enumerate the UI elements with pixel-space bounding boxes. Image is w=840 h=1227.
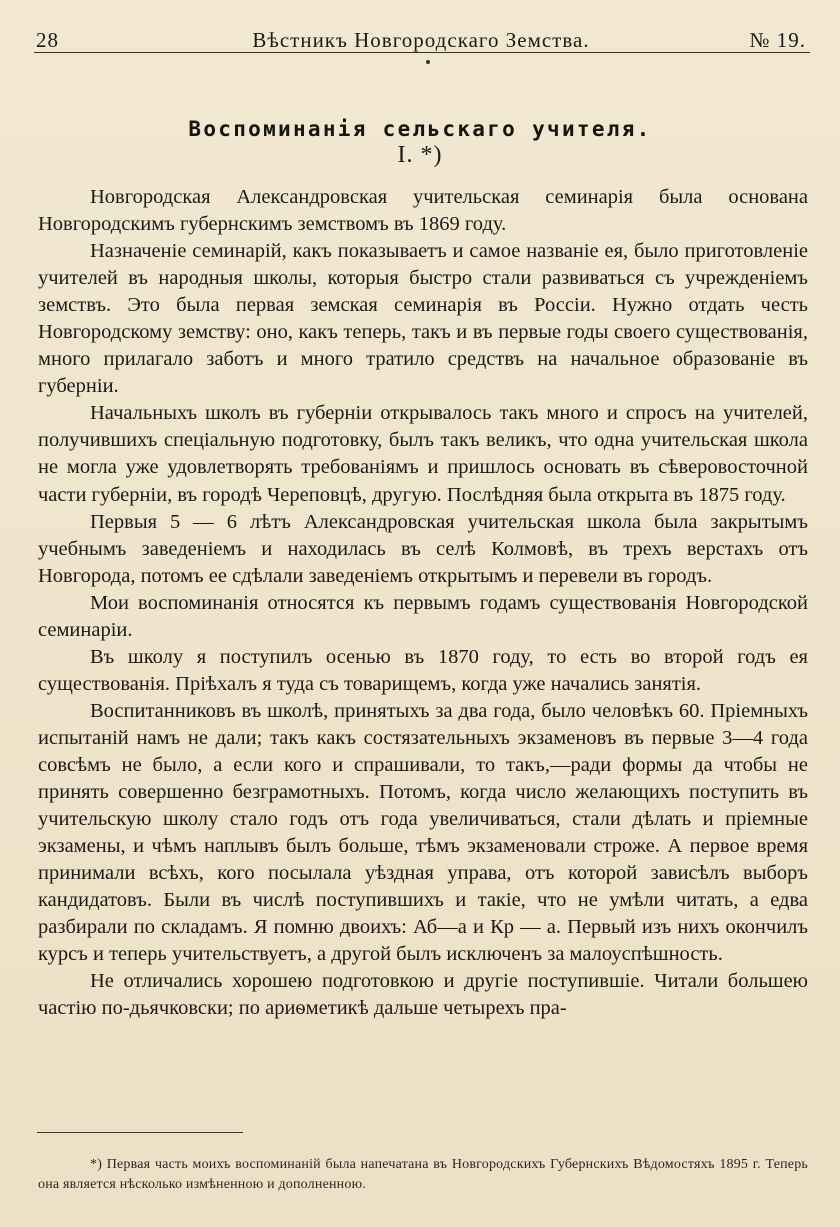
page-number: 28 — [36, 28, 59, 52]
journal-title: Вѣстникъ Новгородскаго Земства. — [252, 28, 590, 52]
part-heading: I. *) — [397, 142, 443, 168]
header-rule — [34, 52, 810, 53]
paragraph: Первыя 5 — 6 лѣтъ Александровская учительская школа была закрытымъ учебнымъ заведеніемъ и находилась въ селѣ Колмовѣ, въ трехъ верстахъ отъ Новгорода, потомъ ее сдѣлали заведеніемъ открытымъ и перевели въ городъ. — [38, 510, 808, 587]
paragraph: Начальныхъ школъ въ губерніи открывалось такъ много и спросъ на учителей, получившихъ спеціальную подготовку, былъ такъ великъ, что одна учительская школа не могла уже удовлетворять требованіямъ и пришлось основать въ сѣверовосточной части губерніи, въ городѣ Череповцѣ, другую. Послѣдняя была открыта въ 1875 году. — [38, 402, 808, 506]
paragraph: Новгородская Александровская учительская семинарія была основана Новгородскимъ губернскимъ земствомъ въ 1869 году. — [38, 186, 808, 236]
footnote-rule — [37, 1132, 243, 1133]
article-title: Воспоминанія сельскаго учителя. — [188, 117, 652, 142]
ornament-dot — [426, 60, 430, 64]
footnote: *) Первая часть моихъ воспоминаній была напечатана въ Новгородскихъ Губернскихъ Вѣдомостяхъ 1895 г. Теперь она является нѣсколько измѣненною и дополненною. — [38, 1157, 808, 1192]
article-body — [38, 184, 808, 1022]
paragraph: Мои воспоминанія относятся къ первымъ годамъ существованія Новгородской семинаріи. — [38, 591, 808, 641]
paragraph: Въ школу я поступилъ осенью въ 1870 году, то есть во второй годъ ея существованія. Пріѣхалъ я туда съ товарищемъ, когда уже начались занятія. — [38, 645, 808, 695]
paragraph: Назначеніе семинарій, какъ показываетъ и самое названіе ея, было приготовленіе учителей въ народныя школы, которыя быстро стали развиваться съ учрежденіемъ земствъ. Это была первая земская семинарія въ Россіи. Нужно отдать честь Новгородскому земству: оно, какъ теперь, такъ и въ первые годы своего существованія, много прилагало заботъ и много тратило средствъ на начальное образованіе въ губерніи. — [38, 240, 808, 398]
issue-number: № 19. — [749, 28, 806, 52]
paragraph: Не отличались хорошею подготовкою и другіе поступившіе. Читали большею частію по-дьячковски; по ариѳметикѣ дальше четырехъ пра- — [38, 970, 808, 1020]
paragraph: Воспитанниковъ въ школѣ, принятыхъ за два года, было человѣкъ 60. Пріемныхъ испытаній намъ не дали; такъ какъ состязательныхъ экзаменовъ въ первые 3—4 года совсѣмъ не было, а если кого и спрашивали, то такъ,—ради формы да чтобы не принять совершенно безграмотныхъ. Потомъ, когда число желающихъ поступить въ учительскую школу стало годъ отъ года увеличиваться, стали дѣлать и пріемные экзамены, и чѣмъ наплывъ былъ больше, тѣмъ экзаменовали строже. А первое время принимали всѣхъ, кого посылала уѣздная управа, отъ которой зависѣлъ выборъ кандидатовъ. Были въ числѣ поступившихъ и такіе, что не умѣли читать, а едва разбирали по складамъ. Я помню двоихъ: Аб—а и Кр — а. Первый изъ нихъ окончилъ курсъ и теперь учительствуетъ, а другой былъ исключенъ за малоуспѣшность. — [38, 699, 808, 966]
running-header — [36, 22, 806, 52]
